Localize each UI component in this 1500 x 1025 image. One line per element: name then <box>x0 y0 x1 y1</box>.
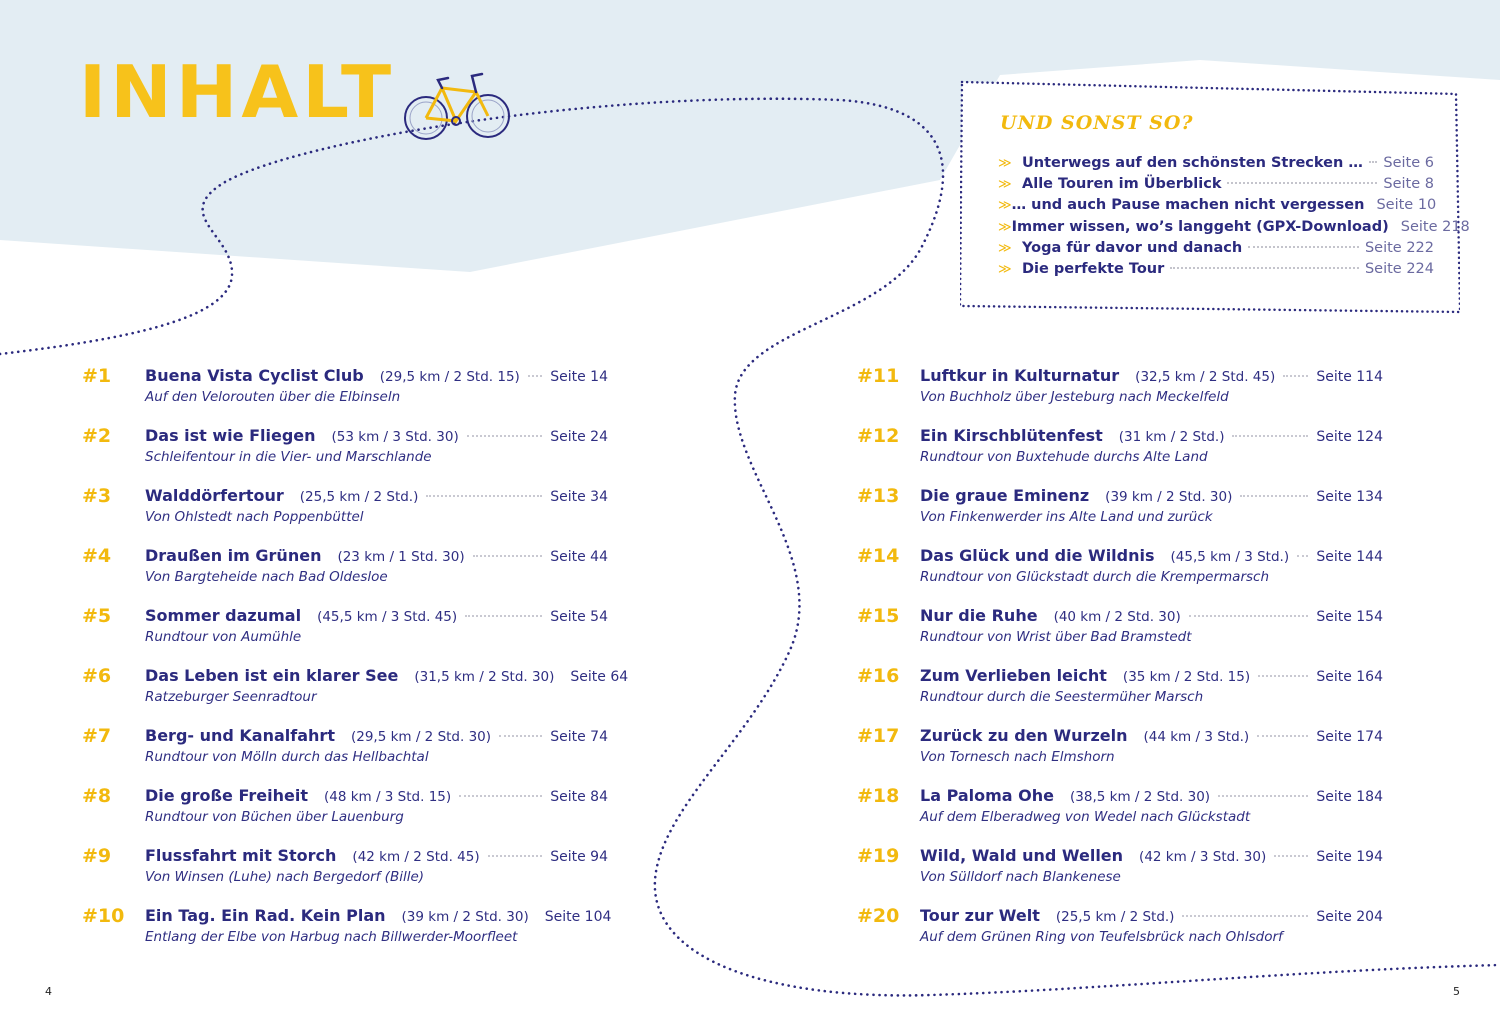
tour-title: Zurück zu den Wurzeln <box>920 726 1128 745</box>
leader-dots <box>499 735 542 737</box>
tour-number: #3 <box>82 485 112 507</box>
info-item-label: Die perfekte Tour <box>1022 260 1165 277</box>
tour-distance: (42 km / 3 Std. 30) <box>1139 849 1267 865</box>
tour-title: Das Leben ist ein klarer See <box>145 666 399 685</box>
tour-subtitle: Ratzeburger Seenradtour <box>145 689 317 705</box>
tour-number: #20 <box>857 905 900 927</box>
leader-dots <box>459 795 542 797</box>
leader-dots <box>1189 615 1309 617</box>
tour-number: #11 <box>857 365 900 387</box>
tour-title: Nur die Ruhe <box>920 606 1038 625</box>
tour-distance: (29,5 km / 2 Std. 30) <box>350 729 492 745</box>
tour-number: #13 <box>857 485 900 507</box>
leader-dots <box>1232 435 1308 437</box>
tour-page: Seite 44 <box>550 549 608 565</box>
info-item-label: Immer wissen, wo’s langgeht (GPX-Download) <box>1011 218 1389 235</box>
tour-entry[interactable] <box>857 724 1383 784</box>
tour-number: #4 <box>82 545 112 567</box>
tour-entry[interactable] <box>82 724 608 784</box>
tour-distance: (29,5 km / 2 Std. 15) <box>379 369 520 385</box>
leader-dots <box>1218 795 1308 797</box>
tour-number: #12 <box>857 425 900 447</box>
tour-title: Tour zur Welt <box>920 906 1040 925</box>
tour-page: Seite 64 <box>570 669 629 685</box>
tour-subtitle: Von Buchholz über Jesteburg nach Meckelfeld <box>920 389 1229 405</box>
tour-entry[interactable] <box>82 484 608 544</box>
leader-dots <box>1170 267 1359 269</box>
tour-distance: (53 km / 3 Std. 30) <box>331 429 459 445</box>
tour-subtitle: Entlang der Elbe von Harbug nach Billwerder-Moorfleet <box>145 929 518 945</box>
tour-title: Die große Freiheit <box>145 786 308 805</box>
tour-number: #18 <box>857 785 900 807</box>
tour-subtitle: Rundtour von Wrist über Bad Bramstedt <box>920 629 1192 645</box>
tour-title: Sommer dazumal <box>145 606 302 625</box>
tour-page: Seite 144 <box>1316 549 1383 565</box>
tour-subtitle: Auf den Velorouten über die Elbinseln <box>145 389 401 405</box>
tour-number: #6 <box>82 665 112 687</box>
tour-distance: (23 km / 1 Std. 30) <box>337 549 465 565</box>
tour-page: Seite 184 <box>1316 789 1383 805</box>
tour-number: #9 <box>82 845 112 867</box>
page-number-left: 4 <box>45 985 52 998</box>
tour-number: #14 <box>857 545 900 567</box>
tour-title: Die graue Eminenz <box>920 486 1090 505</box>
tour-page: Seite 174 <box>1316 729 1383 745</box>
tour-title: La Paloma Ohe <box>920 786 1055 805</box>
tour-page: Seite 24 <box>550 429 608 445</box>
tour-subtitle: Rundtour durch die Seestermüher Marsch <box>920 689 1204 705</box>
tour-entry[interactable] <box>857 664 1383 724</box>
tour-page: Seite 84 <box>550 789 608 805</box>
bicycle-icon <box>402 66 514 146</box>
leader-dots <box>528 375 542 377</box>
tour-page: Seite 124 <box>1316 429 1383 445</box>
tour-title: Ein Tag. Ein Rad. Kein Plan <box>145 906 386 925</box>
tour-title: Buena Vista Cyclist Club <box>145 366 364 385</box>
info-list <box>998 155 1470 282</box>
tour-page: Seite 74 <box>550 729 608 745</box>
tour-entry[interactable] <box>82 784 608 844</box>
info-item-page: Seite 6 <box>1383 155 1434 171</box>
tour-number: #10 <box>82 905 125 927</box>
tour-entry[interactable] <box>857 784 1383 844</box>
tour-title: Das Glück und die Wildnis <box>920 546 1155 565</box>
leader-dots <box>467 435 543 437</box>
info-item[interactable] <box>998 240 1434 261</box>
double-chevron-icon: ≫ <box>998 156 1012 171</box>
info-item[interactable] <box>998 261 1434 282</box>
info-item-label: … und auch Pause machen nicht vergessen <box>1011 197 1365 214</box>
info-item[interactable] <box>998 155 1434 176</box>
info-item-page: Seite 224 <box>1364 260 1434 277</box>
tour-entry[interactable] <box>857 364 1383 424</box>
tour-title: Wild, Wald und Wellen <box>920 846 1124 865</box>
tour-page: Seite 104 <box>544 909 612 925</box>
info-item-page: Seite 10 <box>1376 197 1437 214</box>
tour-distance: (40 km / 2 Std. 30) <box>1053 609 1181 625</box>
info-item[interactable] <box>998 218 1470 240</box>
tour-page: Seite 34 <box>550 489 608 505</box>
tour-entry[interactable] <box>857 424 1383 484</box>
tour-page: Seite 114 <box>1316 369 1383 385</box>
tour-entry[interactable] <box>82 904 612 964</box>
tour-distance: (39 km / 2 Std. 30) <box>1105 489 1233 505</box>
leader-dots <box>1227 182 1377 184</box>
tour-distance: (25,5 km / 2 Std.) <box>299 489 419 505</box>
tour-distance: (31,5 km / 2 Std. 30) <box>414 669 555 685</box>
leader-dots <box>1257 735 1308 737</box>
tour-distance: (31 km / 2 Std.) <box>1118 429 1225 445</box>
tour-distance: (45,5 km / 3 Std.) <box>1170 549 1290 565</box>
tour-subtitle: Von Bargteheide nach Bad Oldesloe <box>145 569 388 585</box>
tour-subtitle: Rundtour von Mölln durch das Hellbachtal <box>145 749 429 765</box>
leader-dots <box>1274 855 1308 857</box>
leader-dots <box>426 495 542 497</box>
info-item-label: Yoga für davor und danach <box>1022 239 1243 256</box>
leader-dots <box>1369 161 1378 163</box>
info-item-page: Seite 218 <box>1400 218 1470 235</box>
tour-entry[interactable] <box>82 364 608 424</box>
leader-dots <box>1240 495 1308 497</box>
tour-entry[interactable] <box>857 544 1383 604</box>
tour-title: Zum Verlieben leicht <box>920 666 1107 685</box>
tour-page: Seite 54 <box>550 609 608 625</box>
tour-subtitle: Von Sülldorf nach Blankenese <box>920 869 1121 885</box>
tour-list-left <box>82 364 629 964</box>
tour-subtitle: Von Finkenwerder ins Alte Land und zurück <box>920 509 1213 525</box>
tour-entry[interactable] <box>857 904 1383 964</box>
tour-distance: (44 km / 3 Std.) <box>1143 729 1250 745</box>
tour-subtitle: Rundtour von Glückstadt durch die Krempermarsch <box>920 569 1270 585</box>
tour-number: #1 <box>82 365 112 387</box>
double-chevron-icon: ≫ <box>998 261 1012 277</box>
leader-dots <box>1258 675 1308 677</box>
tour-entry[interactable] <box>82 544 608 604</box>
tour-number: #5 <box>82 605 112 627</box>
tour-entry[interactable] <box>82 844 608 904</box>
tour-distance: (48 km / 3 Std. 15) <box>323 789 452 805</box>
info-item-page: Seite 8 <box>1383 176 1434 193</box>
tour-subtitle: Auf dem Grünen Ring von Teufelsbrück nach Ohlsdorf <box>920 929 1283 945</box>
leader-dots <box>465 615 542 617</box>
tour-number: #2 <box>82 425 112 447</box>
info-item[interactable] <box>998 176 1434 197</box>
double-chevron-icon: ≫ <box>998 219 1012 235</box>
page-number-right: 5 <box>1453 985 1460 998</box>
double-chevron-icon: ≫ <box>998 240 1012 256</box>
tour-subtitle: Von Winsen (Luhe) nach Bergedorf (Bille) <box>145 869 425 885</box>
info-item-page: Seite 222 <box>1364 239 1434 256</box>
info-box-title: UND SONST SO? <box>1000 112 1194 134</box>
tour-title: Das ist wie Fliegen <box>145 426 316 445</box>
info-item-label: Unterwegs auf den schönsten Strecken … <box>1022 155 1363 171</box>
tour-number: #17 <box>857 725 900 747</box>
leader-dots <box>1182 915 1308 917</box>
tour-distance: (25,5 km / 2 Std.) <box>1055 909 1175 925</box>
tour-title: Ein Kirschblütenfest <box>920 426 1103 445</box>
tour-subtitle: Rundtour von Büchen über Lauenburg <box>145 809 404 825</box>
leader-dots <box>488 855 543 857</box>
tour-distance: (45,5 km / 3 Std. 45) <box>317 609 458 625</box>
tour-title: Walddörfertour <box>145 486 284 505</box>
tour-page: Seite 134 <box>1316 489 1383 505</box>
tour-subtitle: Von Tornesch nach Elmshorn <box>920 749 1115 765</box>
tour-page: Seite 204 <box>1316 909 1383 925</box>
tour-title: Flussfahrt mit Storch <box>145 846 337 865</box>
info-item[interactable] <box>998 197 1437 218</box>
tour-page: Seite 14 <box>550 369 608 385</box>
tour-distance: (38,5 km / 2 Std. 30) <box>1070 789 1211 805</box>
leader-dots <box>1248 246 1359 248</box>
tour-distance: (39 km / 2 Std. 30) <box>401 909 529 925</box>
tour-subtitle: Auf dem Elberadweg von Wedel nach Glückstadt <box>920 809 1251 825</box>
tour-entry[interactable] <box>82 604 608 664</box>
tour-title: Luftkur in Kulturnatur <box>920 366 1120 385</box>
tour-subtitle: Schleifentour in die Vier- und Marschlande <box>145 449 432 465</box>
tour-entry[interactable] <box>857 844 1383 904</box>
tour-entry[interactable] <box>82 424 608 484</box>
tour-title: Berg- und Kanalfahrt <box>145 726 335 745</box>
double-chevron-icon: ≫ <box>998 198 1012 214</box>
tour-page: Seite 154 <box>1316 609 1383 625</box>
tour-entry[interactable] <box>857 484 1383 544</box>
tour-number: #7 <box>82 725 112 747</box>
double-chevron-icon: ≫ <box>998 177 1012 193</box>
tour-number: #15 <box>857 605 900 627</box>
leader-dots <box>1283 375 1308 377</box>
tour-distance: (42 km / 2 Std. 45) <box>352 849 480 865</box>
tour-page: Seite 164 <box>1316 669 1383 685</box>
tour-page: Seite 94 <box>550 849 608 865</box>
tour-number: #8 <box>82 785 112 807</box>
tour-title: Draußen im Grünen <box>145 546 322 565</box>
tour-number: #16 <box>857 665 900 687</box>
tour-page: Seite 194 <box>1316 849 1383 865</box>
tour-entry[interactable] <box>857 604 1383 664</box>
tour-distance: (35 km / 2 Std. 15) <box>1122 669 1251 685</box>
tour-subtitle: Von Ohlstedt nach Poppenbüttel <box>145 509 364 525</box>
leader-dots <box>1297 555 1308 557</box>
tour-subtitle: Rundtour von Buxtehude durchs Alte Land <box>920 449 1208 465</box>
tour-number: #19 <box>857 845 900 867</box>
tour-subtitle: Rundtour von Aumühle <box>145 629 302 645</box>
tour-entry[interactable] <box>82 664 629 724</box>
info-item-label: Alle Touren im Überblick <box>1022 176 1222 193</box>
leader-dots <box>473 555 543 557</box>
tour-list-right <box>857 364 1383 964</box>
tour-distance: (32,5 km / 2 Std. 45) <box>1135 369 1276 385</box>
page-title: INHALT <box>78 50 396 134</box>
